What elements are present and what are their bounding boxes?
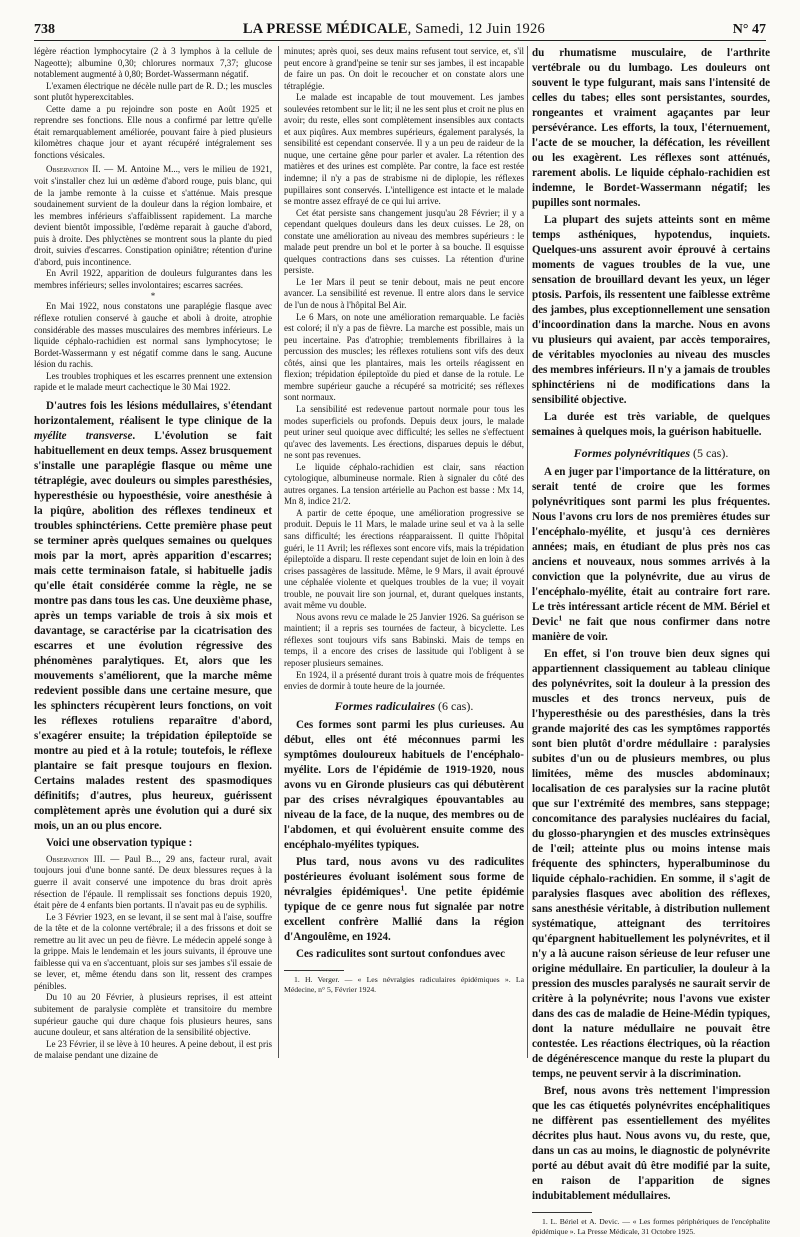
body-paragraph bbox=[34, 399, 272, 834]
journal-name: LA PRESSE MÉDICALE bbox=[242, 21, 408, 37]
body-paragraph: du rhumatisme musculaire, de l'arthrite vertébrale ou du lumbago. Les douleurs ont souvent le type fulgurant, mais sans l'intensité de celles du tabes; elles sont persistantes, sourdes, rongeantes et vraiment agaçantes par leur persévérance. Les efforts, la toux, l'éternuement, l'acte de se moucher, la défécation, les réveillent ou les exagèrent. Les réflexes sont atténués, rarement abolis. Le liquide céphalo-rachidien est indemne, le Bordet-Wassermann négatif; les pupilles sont normales. bbox=[532, 47, 770, 209]
paragraph: Nous avons revu ce malade le 25 Janvier 1926. Sa guérison se maintient; il a repris ses tournées de facteur, à bicyclette. Les réflexes sont toujours vifs sans Babinski. Mais de temps en temps, il a encore des crises de lassitude qui l'obligent à se reposer plusieurs semaines. bbox=[284, 611, 524, 668]
footnote: 1. H. Verger. — « Les névralgies radiculaires épidémiques ». La Médecine, n° 5, Février 1924. bbox=[284, 974, 524, 994]
footnote-ref: 1 bbox=[558, 613, 563, 623]
header-rule bbox=[34, 40, 766, 41]
section-heading bbox=[284, 699, 524, 714]
column-divider bbox=[278, 46, 279, 1058]
page-number: 738 bbox=[34, 22, 55, 37]
emphasis-myelite: myélite transverse bbox=[34, 429, 133, 442]
page-header bbox=[34, 16, 766, 38]
asterisk-mark: * bbox=[150, 291, 156, 302]
paragraph: En Mai 1922, nous constatons une paraplégie flasque avec réflexe rotulien conservé à gauche et aboli à droite, atrophie considérable des masses musculaires des membres inférieurs. Le liquide céphalo-rachidien est normal sans lymphocytose; le Bordet-Wassermann y est négatif comme dans le sang. Aucune lésion du rachis. bbox=[34, 301, 272, 370]
text-run: D'autres fois les lésions médullaires, s'étendant horizontalement, réalisent le type clinique de la bbox=[34, 399, 272, 427]
paragraph: En 1924, il a présenté durant trois à quatre mois de fréquentes envies de dormir à toute heure de la journée. bbox=[284, 669, 524, 692]
observation-2 bbox=[34, 164, 272, 268]
section-heading bbox=[532, 446, 770, 461]
text-run: . L'évolution se fait habituellement en deux temps. Assez brusquement s'installe une paraplégie flasque ou même une tétraplégie, avec douleurs ou simples paresthésies, hyperesthésie ou hypoesthésie, voire anesthésie à la piqûre, abolition des réflexes tendineux et troubles sphinctériens. Cette première phase peut se terminer après quelques semaines ou quelques mois par la mort, après apparition d'escarres; mais cette terminaison fatale, si habituelle jadis qu'elle était considérée comme la règle, ne se montre pas dans tous les cas. Une deuxième phase, après un temps variable de trois à six mois et davantage, se caractérise par la cicatrisation des escarres et une évolution régressive des phénomènes paralytiques. Et, alors que les mouvements s'améliorent, que la marche même redevient possible dans une certaine mesure, que les sphincters récupèrent leurs fonctions, on voit les réflexes rotuliens reparaître d'abord, s'exagérer ensuite; la trépidation épileptoïde se montre au pied et à la rotule; toutefois, le réflexe plantaire se fait presque toujours en flexion. Certains malades restent des spasmodiques définitifs; d'autres, plus heureux, guérissent complètement après une évolution qui a duré six mois, un an ou plus encore. bbox=[34, 429, 272, 832]
footnote-ref: 1 bbox=[400, 882, 405, 892]
body-paragraph: En effet, si l'on trouve bien deux signes qui appartiennent classiquement au tableau clinique des polynévrites, soit la douleur à la pression des muscles et des troncs nerveux, puis de l'hyperesthésie ou des paresthésies, dans la très grande majorité des cas les symptômes rapportés sont bien plutôt d'ordre médullaire : paralysies subites d'un ou de plusieurs membres, ou plus limitées, même des muscles abdominaux; localisation de ces paralysies sur la racine plutôt que sur l'extrémité des membres, sans steppage; concomitance des paralysies nucléaires du facial, du glosso-pharyngien et des muscles extrinsèques de l'œil; atteinte plus ou moins intense mais fréquente des sphincters, hyperalbuminose du liquide céphalo-rachidien. En somme, il s'agit de paralysies flasques avec abolition des réflexes, sans anesthésie véritable, à distribution nullement systématique, atteignant des territoires qu'épargnent habituellement les polynévrites, et il n'y a là aucune raison sérieuse de leur refuser une origine médullaire. En particulier, la douleur à la pression des muscles paralysés ne saurait servir de critère à la polynévrite; nous l'avons vue exister dans des cas de maladie de Heine-Médin typiques, dont la nature médullaire ne pouvait être contestée. Les réactions électriques, où la réaction de dégénérescence manque du reste la plupart du temps, ne peuvent servir à la discrimination. bbox=[532, 648, 770, 1080]
paragraph: L'examen électrique ne décèle nulle part de R. D.; les muscles sont plutôt hyperexcitables. bbox=[34, 80, 272, 103]
section-count: (5 cas). bbox=[693, 446, 729, 460]
observation-3 bbox=[34, 854, 272, 912]
paragraph: Le malade est incapable de tout mouvement. Les jambes soulevées retombent sur le lit; il ne les sent plus et croit ne plus en avoir; du reste, elles sont complètement insensibles aux contacts et aux piqûres. Aux membres supérieurs, également paralysés, la sensibilité est cependant conservée. Il y a un peu de raideur de la nuque, une certaine gêne pour parler et avaler. La rétention des matières et des urines est complète. Par contre, la face est restée indemne; il n'y a pas de strabisme ni de diplopie, les réflexes pupillaires sont conservés. L'intelligence est intacte et le malade se montre assez effrayé de ce qui lui arrive. bbox=[284, 92, 524, 207]
paragraph: A partir de cette époque, une amélioration progressive se produit. Depuis le 11 Mars, le malade urine seul et va à la selle sans difficulté; les érections réapparaissent. Il quitte l'hôpital guéri, le 11 Avril; les réflexes sont encore vifs, mais la trépidation épileptoïde a disparu. Il reste cependant sujet de loin en loin à des crises passagères de lassitude. Même, le 9 Mars, il avait éprouvé une céphalée violente et quelques troubles de la vue; il voyait trouble, ne pouvait lire son journal, et, durant quelques instants, avait même vu double. bbox=[284, 507, 524, 611]
column-2 bbox=[284, 46, 524, 995]
paragraph: La sensibilité est redevenue partout normale pour tous les modes superficiels ou profonds. Depuis deux jours, le malade peut uriner seul quoique avec difficulté; les selles ne s'effectuent qu'avec des lavements. Les érections, disparues depuis le début, ne sont pas revenues. bbox=[284, 403, 524, 461]
section-title: Formes polynévritiques bbox=[573, 446, 690, 460]
paragraph: Du 10 au 20 Février, à plusieurs reprises, il est atteint subitement de paralysie complète et transitoire du membre supérieur gauche qui dure chaque fois plusieurs heures, sans aucune douleur, et sans altération de la sensibilité objective. bbox=[34, 992, 272, 1038]
paragraph: Le 23 Février, il se lève à 10 heures. A peine debout, il est pris de malaise pendant une dizaine de bbox=[34, 1038, 272, 1061]
body-paragraph bbox=[284, 855, 524, 945]
body-paragraph: Voici une observation typique : bbox=[46, 836, 193, 849]
column-1 bbox=[34, 46, 272, 1062]
text-run: . Une petite épidémie typique de ce genre nous fut signalée par notre excellent confrère Mallié dans la région d'Angoulême, en 1924. bbox=[284, 885, 524, 943]
paragraph: Le 1er Mars il peut se tenir debout, mais ne peut encore avancer. La sensibilité est revenue. Il entre alors dans le service de l'un de nous à l'hôpital Bel Air. bbox=[284, 276, 524, 311]
column-3 bbox=[532, 46, 770, 1237]
paragraph: Le liquide céphalo-rachidien est clair, sans réaction cytologique, albumineuse normale. Rien à signaler du côté des autres organes. La tension artérielle au Pachon est basse : Mx 14, Mn 8, indice 21/2. bbox=[284, 461, 524, 507]
footnote: 1. L. Bériel et A. Devic. — « Les formes périphériques de l'encéphalite épidémique ». La Presse Médicale, 31 Octobre 1925. bbox=[532, 1217, 770, 1236]
observation-label: Observation III. bbox=[46, 853, 106, 864]
issue-date: , Samedi, 12 Juin 1926 bbox=[407, 21, 545, 37]
paragraph: Le 6 Mars, on note une amélioration remarquable. Le faciès est coloré; il n'y a pas de fièvre. La marche est possible, mais un peu incertaine. Pas d'atrophie; tremblements fibrillaires à la percussion des muscles; les réflexes rotuliens sont vifs des deux côtés, ainsi que les plantaires, mais les orteils réagissent en flexion; trépidation épileptoïde du pied et danse de la rotule. Le membre supérieur gauche a récupéré sa motricité; ses réflexes sont normaux. bbox=[284, 311, 524, 403]
footnote-rule bbox=[284, 970, 344, 971]
body-paragraph: La plupart des sujets atteints sont en même temps asthéniques, hypotendus, inquiets. Quelques-uns assurent avoir éprouvé à certains moments de vagues troubles de la vue, une sensation de brouillard devant les yeux, un léger ptosis. Parfois, ils ressentent une faiblesse extrême des jambes, plus exceptionnellement une sensation d'incoordination dans la marche. Nous en avons vu plusieurs qui avaient, par accès temporaires, de véritables myoclonies au niveau des muscles des membres inférieurs. Il n'y a jamais de troubles sphinctériens ni de modifications dans la sensibilité objective. bbox=[532, 214, 770, 406]
column-divider bbox=[527, 46, 528, 1058]
text-run: ne fait que nous confirmer dans notre manière de voir. bbox=[532, 616, 770, 643]
body-paragraph bbox=[532, 465, 770, 645]
paragraph: Cette dame a pu rejoindre son poste en Août 1925 et reprendre ses fonctions. Elle nous a confirmé par lettre qu'elle était remarquablement améliorée, pouvant faire à pied plusieurs kilomètres chaque jour et ayant récupéré intégralement ses fonctions vésicales. bbox=[34, 103, 272, 160]
observation-label: Observation II. bbox=[46, 164, 101, 175]
paragraph: Le 3 Février 1923, en se levant, il se sent mal à l'aise, souffre de la tête et de la colonne vertébrale; il a des frissons et doit se remettre au lit avec un peu de fièvre. Le médecin appelé songe à la grippe. Mais le lendemain et les jours suivants, il éprouve une faiblesse qui va en s'accentuant, plois sur ses jambes s'il essaie de se lever, et, même étendu dans son lit, ressent des crampes pénibles. bbox=[34, 911, 272, 991]
paragraph: légère réaction lymphocytaire (2 à 3 lymphos à la cellule de Nageotte); albumine 0,30; chlorures normaux 7,37; glucose notablement augmenté à 0,80; Bordet-Wassermann négatif. bbox=[34, 46, 272, 80]
section-title: Formes radiculaires bbox=[334, 698, 435, 713]
paragraph: minutes; après quoi, ses deux mains refusent tout service, et, s'il peut encore à grand'peine se tenir sur ses jambes, il est incapable de faire un pas. On doit le recoucher et on constate alors une tétraplégie. bbox=[284, 46, 524, 91]
body-paragraph: Bref, nous avons très nettement l'impression que les cas étiquetés polynévrites encéphalitiques ne diffèrent pas essentiellement des myélites décrites plus haut. Nous avons vu, du reste, que, dans un cas au moins, le diagnostic de polynévrite porté au début avait dû être modifié par la suite, en raison de l'apparition de signes indubitablement médullaires. bbox=[532, 1085, 770, 1202]
section-count: (6 cas). bbox=[438, 698, 474, 713]
journal-title bbox=[55, 21, 733, 38]
paragraph: Les troubles trophiques et les escarres prennent une extension rapide et le malade meurt cachectique le 30 Mai 1922. bbox=[34, 370, 272, 393]
issue-number: N° 47 bbox=[732, 22, 766, 37]
body-paragraph: La durée est très variable, de quelques semaines à quelques mois, la guérison habituelle. bbox=[532, 411, 770, 438]
body-paragraph: Ces radiculites sont surtout confondues avec bbox=[296, 947, 505, 960]
observation-text: — Paul B..., 29 ans, facteur rural, avait toujours joui d'une bonne santé. De deux blessures reçues à la guerre il avait conservé une impotence du bras droit après résection de l'épaule. Il remplissait ses fonctions depuis 1920, était père de 4 enfants bien portants. Il n'avait pas eu de syphilis. bbox=[34, 853, 272, 911]
observation-text: — M. Antoine M..., vers le milieu de 1921, voit s'installer chez lui un œdème d'abord rouge, puis blanc, qui de la jambe remonte à la cuisse et s'atténue. Mais presque soudainement survient de la douleur dans la région lombaire, et les membres inférieurs s'affaiblissent rapidement. La marche devient bientôt impossible, l'œdème reparait à gauche d'abord, puis à droite. Des phlyctènes se montrent sous la plante du pied droit, suivies d'escarres. Constipation opiniâtre; rétention d'urine d'abord, puis incontinence. bbox=[34, 164, 272, 267]
paragraph: Cet état persiste sans changement jusqu'au 28 Février; il y a cependant quelques douleurs dans les deux cuisses. Le 28, on constate une amélioration au niveau des membres supérieurs : le malade peut prendre un bol et le porter à sa bouche. Il esquisse quelques contractions dans ses cuisses. La rétention d'urine persiste. bbox=[284, 207, 524, 276]
text-run: A en juger par l'importance de la littérature, on serait tenté de croire que les formes polynévritiques sont parmi les plus fréquentes. Nous l'avons cru lors de nos premières études sur l'encéphalo-myélite, et jusqu'à ces dernières années; mais, en étudiant de plus près nos cas anciens et nouveaux, nous sommes arrivés à la conviction que la polynévrite, due au virus de l'encéphalo-myélite, était au contraire fort rare. Le très intéressant article récent de MM. Bériel et Devic bbox=[532, 466, 770, 628]
footnote-rule bbox=[532, 1212, 592, 1213]
text-run: Plus tard, nous avons vu des radiculites postérieures évoluant isolément sous forme de névralgies épidémiques bbox=[284, 855, 524, 898]
body-paragraph: Ces formes sont parmi les plus curieuses. Au début, elles ont été méconnues parmi les symptômes douloureux habituels de l'encéphalo-myélite. Lors de l'épidémie de 1919-1920, nous avons vu en Gironde plusieurs cas qui débutèrent par des crises névralgiques épouvantables au niveau de la face, de la nuque, des membres ou de l'abdomen, et qui évoluèrent ensuite comme des encéphalo-myélites typiques. bbox=[284, 718, 524, 851]
paragraph: En Avril 1922, apparition de douleurs fulgurantes dans les membres inférieurs; selles involontaires; escarres sacrées. bbox=[34, 268, 272, 290]
